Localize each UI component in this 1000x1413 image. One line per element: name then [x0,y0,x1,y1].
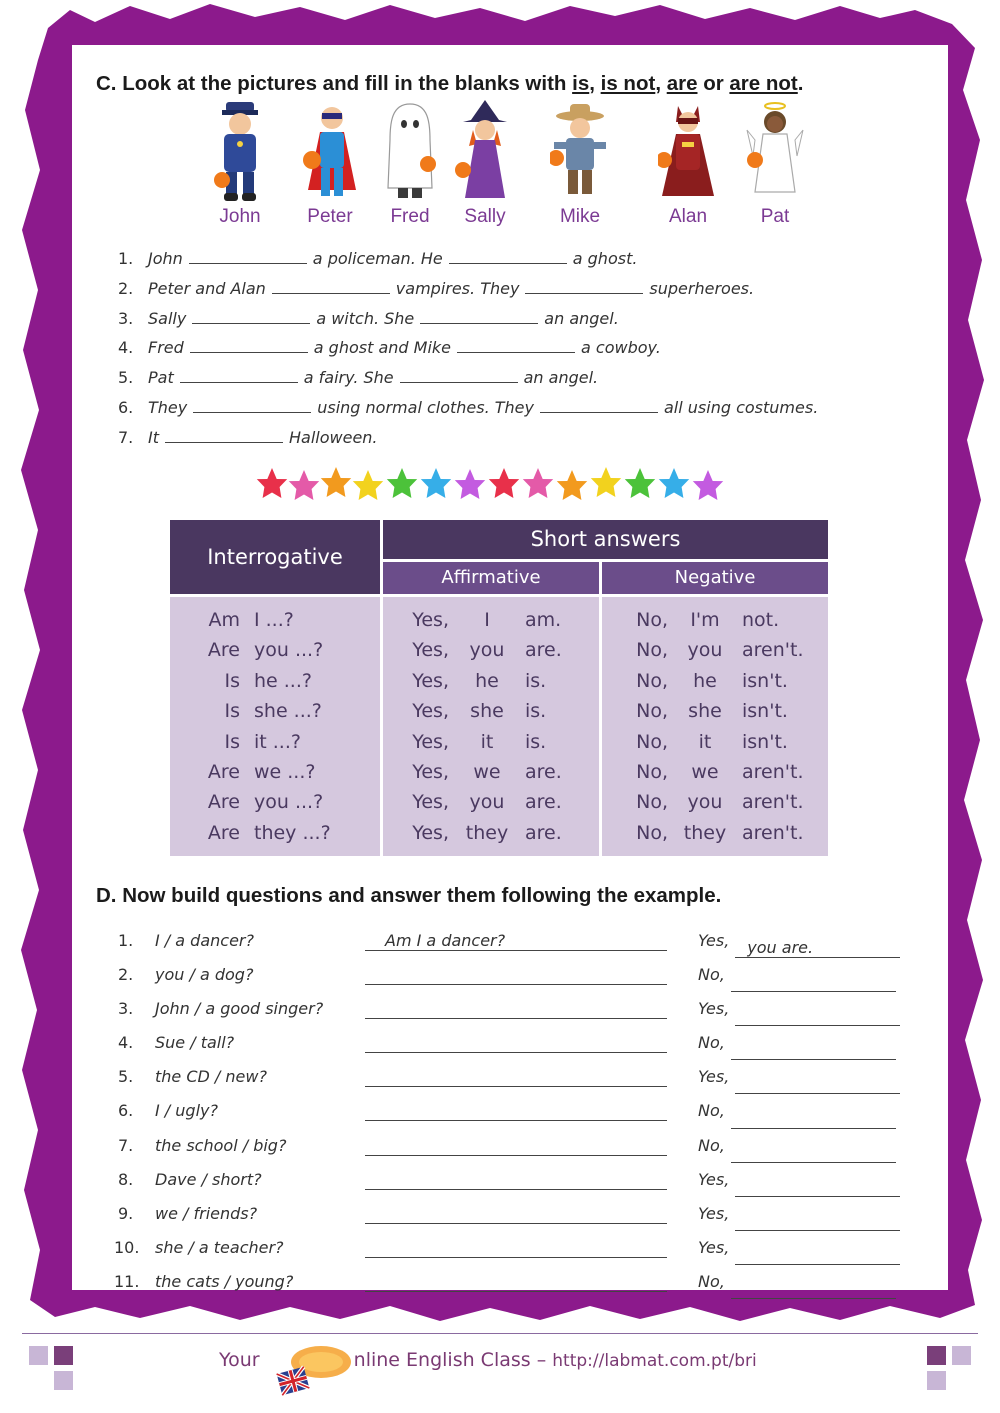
star-icon [693,470,723,500]
star-icon [455,469,485,499]
answer-blank[interactable] [193,398,311,413]
question-line[interactable] [365,1102,667,1121]
question-line[interactable] [365,1000,667,1019]
answer-line[interactable] [731,1280,896,1299]
list-item: 5. the CD / new? Yes, [118,1060,918,1094]
character-mike [540,100,620,235]
ghost-illustration [380,100,440,205]
table-row: Are you ...? [207,791,324,814]
answer-blank[interactable] [190,338,308,353]
question-line[interactable]: Am I a dancer? [365,932,667,951]
decor-square [927,1346,946,1365]
star-icon [591,467,621,497]
answer-line[interactable] [735,1075,900,1094]
table-row: Am I ...? [208,609,294,631]
affirmative-column [383,597,599,856]
negative-column [602,597,828,856]
fill-in-sentences [118,244,818,453]
star-icon [523,468,553,498]
answer-line[interactable] [735,1178,900,1197]
table-row: Are we ...? [207,760,316,783]
short-answers-header: Short answers [383,520,828,559]
question-line[interactable] [365,1239,667,1258]
section-d-heading: D. Now build questions and answer them following the example. [96,884,722,907]
character-name: Alan [668,206,708,227]
list-item: 5. Pat a fairy. She an angel. [118,368,599,388]
star-icon [659,468,689,498]
star-icon [353,470,383,500]
table-row: Is she ...? [224,700,322,723]
table-row: No, we aren't. [636,760,804,783]
table-row: Is he ...? [224,669,312,692]
character-fred [370,100,450,235]
list-item: 2. you / a dog? No, [118,958,918,992]
character-peter [290,100,370,235]
superhero-illustration [300,100,360,205]
star-icon [321,467,351,497]
answer-blank[interactable] [165,428,283,443]
star-icon [557,470,587,500]
witch-illustration [455,100,515,205]
character-name: Fred [390,206,430,227]
table-row: Yes, you are. [412,791,562,814]
footer-divider [22,1333,978,1334]
character-sally [445,100,525,235]
answer-line[interactable] [735,1007,900,1026]
interrogative-column [170,597,380,856]
footer-url-link[interactable]: http://labmat.com.pt/bri [552,1351,757,1371]
cowboy-illustration [550,100,610,205]
answer-line[interactable] [731,1144,896,1163]
table-row: Are they ...? [207,821,331,844]
question-answer-list [114,924,918,1299]
decor-square [54,1346,73,1365]
character-name: Sally [464,206,506,227]
character-name: Peter [307,206,353,227]
question-line[interactable] [365,1273,667,1292]
answer-blank[interactable] [189,249,307,264]
list-item: 11. the cats / young? No, [118,1265,918,1299]
character-name: Pat [760,206,790,227]
character-pat [735,100,815,235]
star-icon [257,468,287,498]
table-row: Yes, you are. [412,639,562,662]
question-line[interactable] [365,1068,667,1087]
star-icon [625,468,655,498]
decor-square [952,1346,971,1365]
question-line[interactable] [365,1137,667,1156]
table-row: Yes, she is. [412,700,547,723]
question-line[interactable] [365,1205,667,1224]
table-row: No, they aren't. [636,821,804,844]
answer-line[interactable] [731,973,896,992]
answer-blank[interactable] [420,309,538,324]
character-name: John [219,206,261,227]
list-item: 10. she / a teacher? Yes, [118,1231,918,1265]
table-row: No, I'm not. [636,609,780,631]
answer-blank[interactable] [525,279,643,294]
table-row: Yes, we are. [412,760,562,783]
list-item: 2. Peter and Alan vampires. They superheroes. [118,278,755,298]
table-row: No, she isn't. [636,700,788,723]
grammar-table [167,517,831,859]
list-item: 6. I / ugly? No, [118,1094,918,1128]
answer-line[interactable]: you are. [735,939,900,958]
footer-text: Your nline English Class – http://labmat.com.pt/bri [219,1349,757,1371]
answer-blank[interactable] [457,338,575,353]
answer-blank[interactable] [400,368,518,383]
policeman-illustration [210,100,270,205]
answer-blank[interactable] [540,398,658,413]
list-item: 4. Fred a ghost and Mike a cowboy. [118,338,661,358]
table-row: No, you aren't. [636,791,804,814]
answer-blank[interactable] [192,309,310,324]
star-divider [250,462,750,508]
table-row: Is it ...? [224,730,301,753]
table-row: Yes, I am. [412,609,562,631]
angel-illustration [745,100,805,205]
table-row: Yes, it is. [412,730,547,753]
section-c-heading: C. Look at the pictures and fill in the blanks with is, is not, are or are not. [96,72,804,95]
list-item: 1. I / a dancer? Am I a dancer? Yes, you are. [118,924,918,958]
decor-square [29,1346,48,1365]
table-row: No, he isn't. [636,669,788,692]
affirmative-header: Affirmative [383,562,599,594]
list-item: 9. we / friends? Yes, [118,1197,918,1231]
list-item: 7. It Halloween. [118,427,378,447]
answer-line[interactable] [735,1246,900,1265]
list-item: 3. John / a good singer? Yes, [118,992,918,1026]
character-john [200,100,280,235]
list-item: 4. Sue / tall? No, [118,1026,918,1060]
decor-square [54,1371,73,1390]
answer-blank[interactable] [272,279,390,294]
star-icon [387,468,417,498]
character-alan [648,100,728,235]
superhero-illustration [658,100,718,205]
interrogative-header: Interrogative [170,520,380,594]
answer-line[interactable] [735,1212,900,1231]
list-item: 8. Dave / short? Yes, [118,1163,918,1197]
answer-blank[interactable] [449,249,567,264]
table-row: Yes, he is. [412,669,547,692]
list-item: 6. They using normal clothes. They all using costumes. [118,397,819,417]
negative-header: Negative [602,562,828,594]
star-icon [421,468,451,498]
character-pictures [200,100,820,240]
decor-square [927,1371,946,1390]
star-icon [489,468,519,498]
star-icon [289,470,319,500]
question-line[interactable] [365,1171,667,1190]
table-row: Yes, they are. [412,821,562,844]
answer-line[interactable] [731,1041,896,1060]
answer-line[interactable] [731,1110,896,1129]
character-name: Mike [559,206,601,227]
answer-blank[interactable] [180,368,298,383]
question-line[interactable] [365,966,667,985]
list-item: 3. Sally a witch. She an angel. [118,308,619,328]
table-row: No, you aren't. [636,639,804,662]
list-item: 1. John a policeman. He a ghost. [118,249,638,268]
table-row: Are you ...? [207,639,324,662]
list-item: 7. the school / big? No, [118,1129,918,1163]
table-row: No, it isn't. [636,730,788,753]
question-line[interactable] [365,1034,667,1053]
